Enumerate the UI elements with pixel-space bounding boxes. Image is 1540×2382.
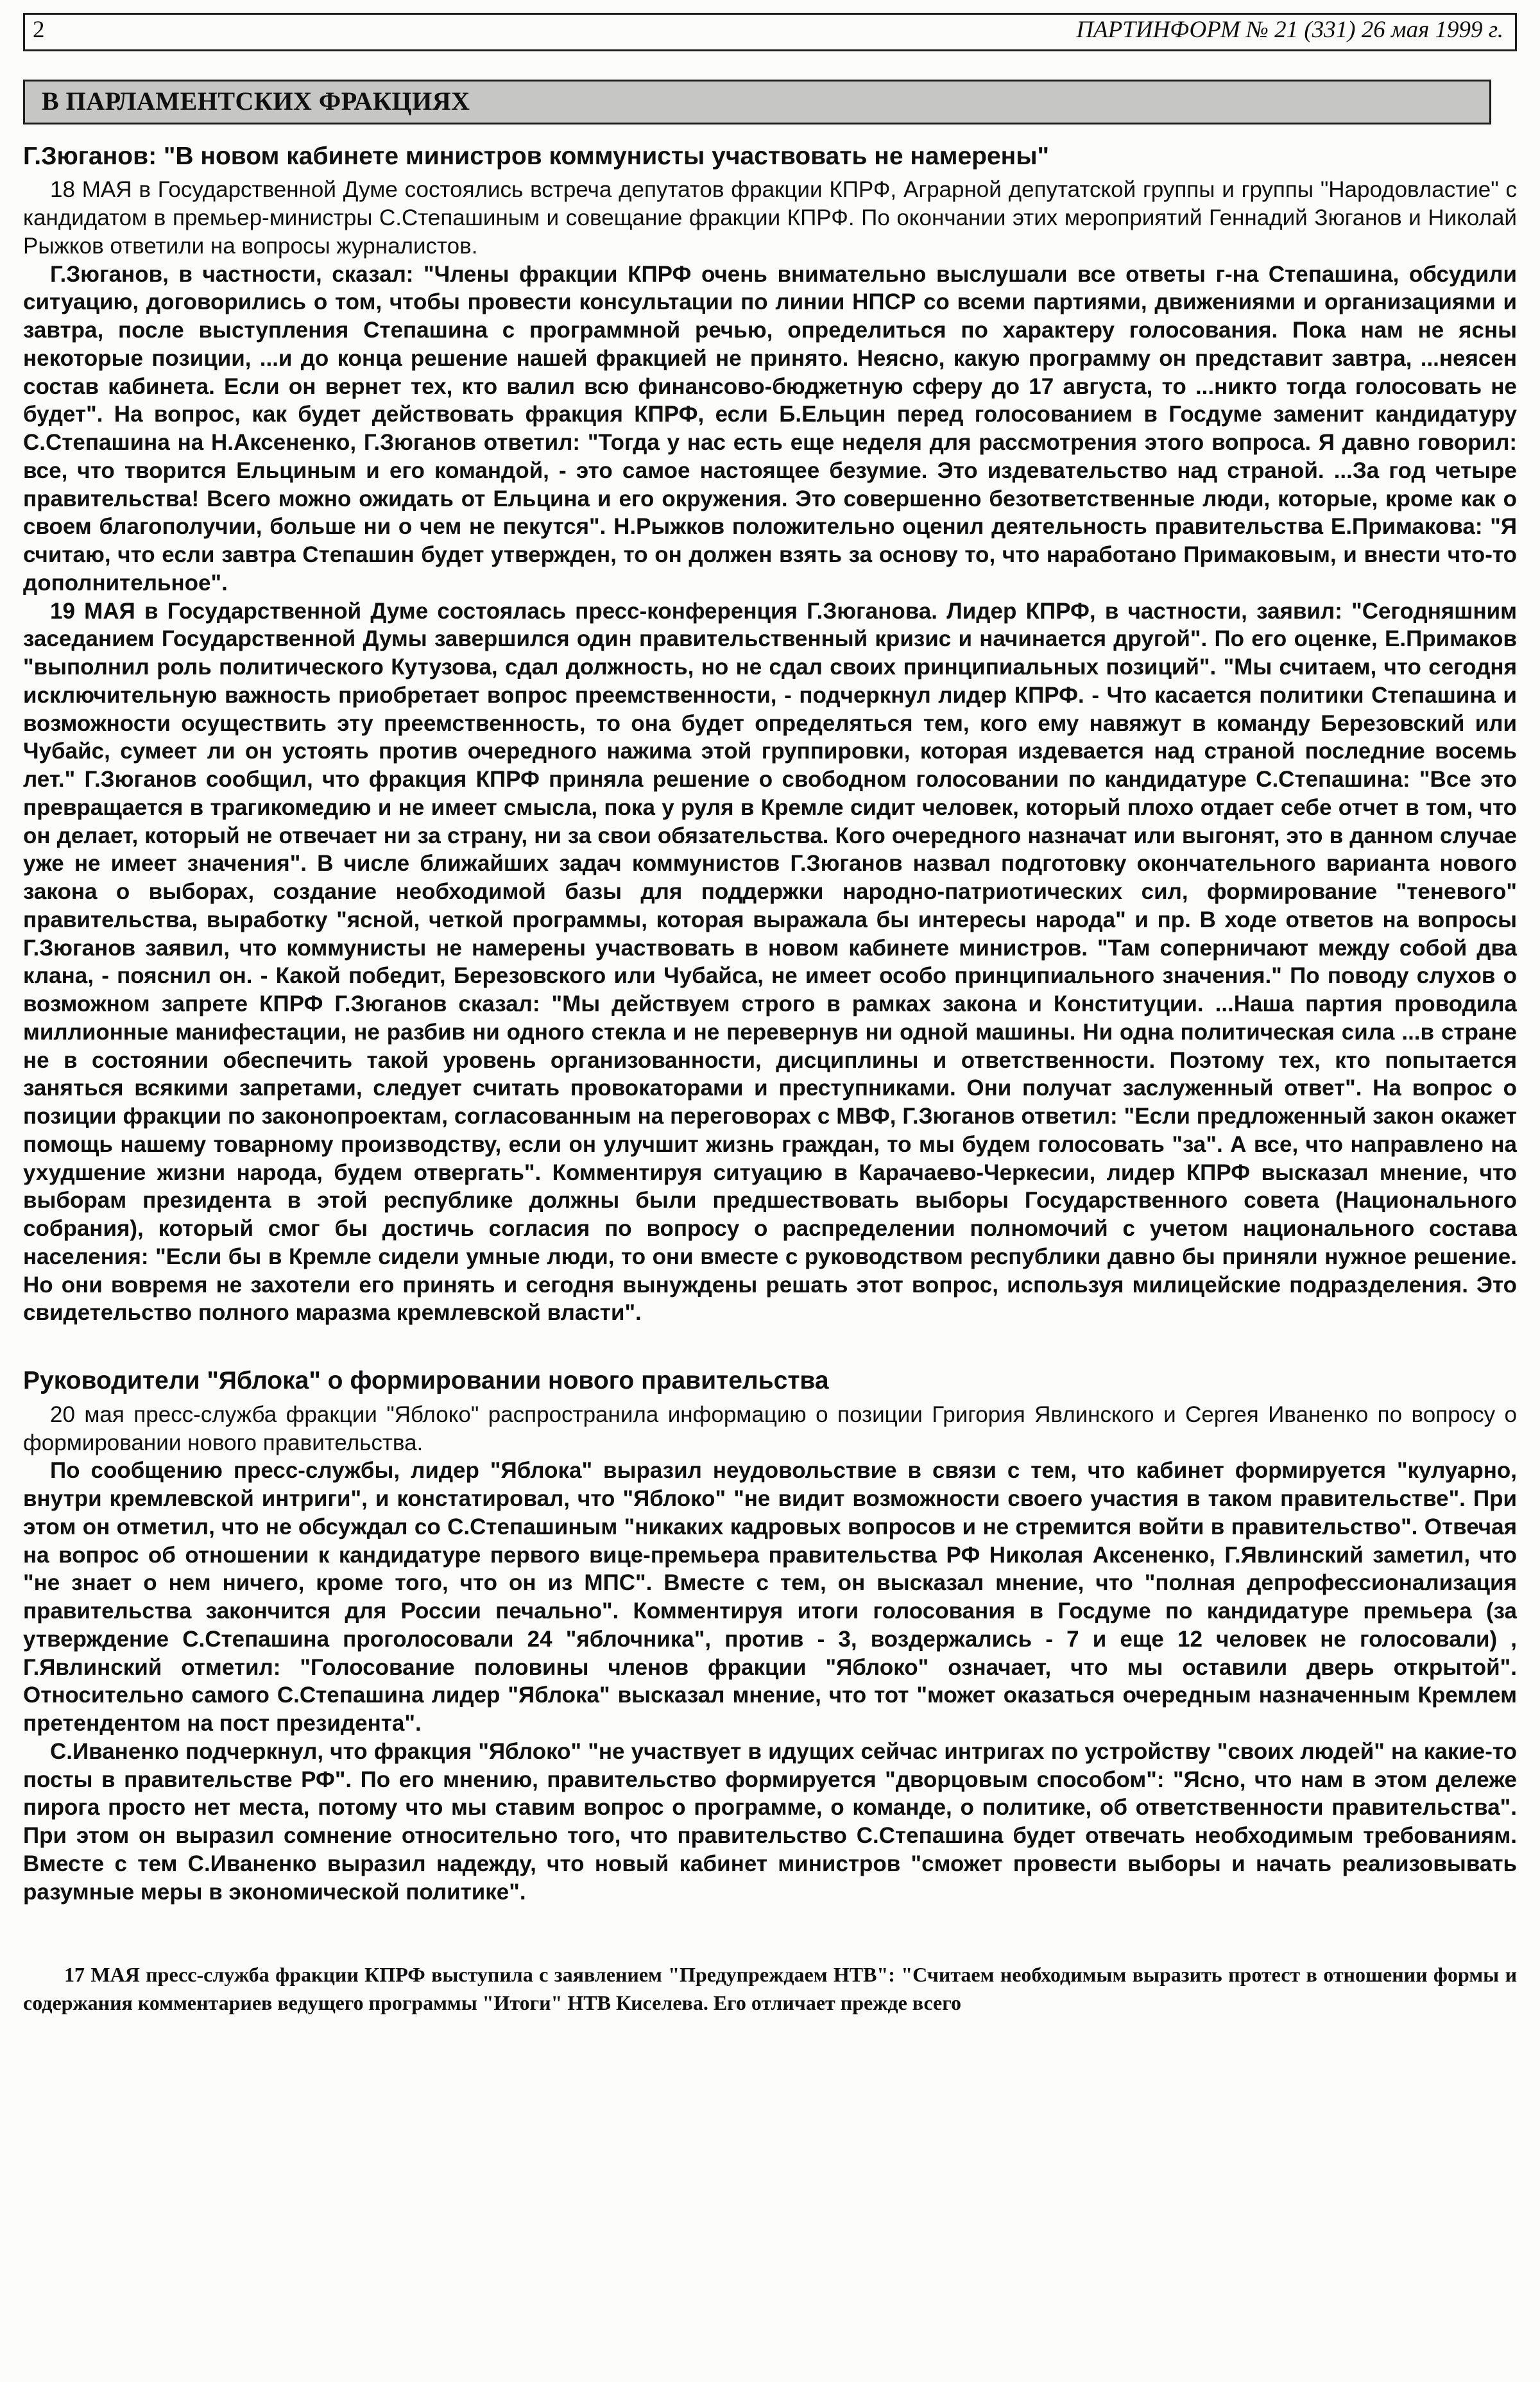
article-yabloko (23, 1367, 1517, 1906)
article-headline: Руководители "Яблока" о формировании нового правительства (23, 1367, 829, 1395)
article-paragraph: 19 МАЯ в Государственной Думе состоялась пресс-конференция Г.Зюганова. Лидер КПРФ, в частности, заявил: "Сегодняшним заседанием Государственной Думы завершился один правительственный кризис и начинается другой". По его оценке, Е.Примаков "выполнил роль политического Кутузова, сдал должность, но не сдал своих принципиальных позиций". "Мы считаем, что сегодня исключительную важность приобретает вопрос преемственности, - подчеркнул лидер КПРФ. - Что касается политики Степашина и возможности осуществить эту преемственность, то она будет определяться тем, кого ему навяжут в команду Березовский или Чубайс, сумеет ли он устоять против очередного нажима этой группировки, которая издевается над страной последние восемь лет." Г.Зюганов сообщил, что фракция КПРФ приняла решение о свободном голосовании по кандидатуре С.Степашина: "Все это превращается в трагикомедию и не имеет смысла, пока у руля в Кремле сидит человек, который плохо отдает себе отчет в том, что он делает, который не отвечает ни за страну, ни за свои обязательства. Кого очередного назначат или выгонят, это в данном случае уже не имеет значения". В числе ближайших задач коммунистов Г.Зюганов назвал подготовку окончательного варианта нового закона о выборах, создание необходимой базы для поддержки народно-патриотических сил, формирование "теневого" правительства, выработку "ясной, четкой программы, которая выражала бы интересы народа" и пр. В ходе ответов на вопросы Г.Зюганов заявил, что коммунисты не намерены участвовать в новом кабинете министров. "Там соперничают между собой два клана, - пояснил он. - Какой победит, Березовского или Чубайса, не имеет особо принципиального значения." По поводу слухов о возможном запрете КПРФ Г.Зюганов сказал: "Мы действуем строго в рамках закона и Конституции. ...Наша партия проводила миллионные манифестации, не разбив ни одного стекла и не перевернув ни одной машины. Ни одна политическая сила ...в стране не в состоянии обеспечить такой уровень организованности, дисциплины и ответственности. Поэтому тех, кто попытается заняться всякими запретами, следует считать провокаторами и преступниками. Они получат заслуженный ответ". На вопрос о позиции фракции по законопроектам, согласованным на переговорах с МВФ, Г.Зюганов ответил: "Если предложенный закон окажет помощь нашему товарному производству, если он улучшит жизнь граждан, то мы будем голосовать "за". А все, что направлено на ухудшение жизни народа, будем отвергать". Комментируя ситуацию в Карачаево-Черкесии, лидер КПРФ высказал мнение, что выборам президента в этой республике должны были предшествовать выборы Государственного совета (Национального собрания), который смог бы достичь согласия по вопросу о распределении полномочий с учетом национального состава населения: "Если бы в Кремле сидели умные люди, то они вместе с руководством республики давно бы приняли нужное решение. Но они вовремя не захотели его принять и сегодня вынуждены решать этот вопрос, используя милицейские подразделения. Это свидетельство полного маразма кремлевской власти". (23, 598, 1517, 1326)
issue-title: ПАРТИНФОРМ № 21 (331) 26 мая 1999 г. (1076, 17, 1503, 43)
article-headline: Г.Зюганов: "В новом кабинете министров коммунисты участвовать не намерены" (23, 142, 1050, 170)
article-zyuganov (23, 142, 1517, 1328)
article-lead-paragraph: 18 МАЯ в Государственной Думе состоялись встреча депутатов фракции КПРФ, Аграрной депутатской группы и группы "Народовластие" с кандидатом в премьер-министры С.Степашиным и совещание фракции КПРФ. По окончании этих мероприятий Геннадий Зюганов и Николай Рыжков ответили на вопросы журналистов. (23, 177, 1517, 259)
section-title: В ПАРЛАМЕНТСКИХ ФРАКЦИЯХ (42, 86, 470, 116)
article-paragraph: С.Иваненко подчеркнул, что фракция "Яблоко" "не участвует в идущих сейчас интригах по устройству "своих людей" на какие-то посты в правительстве РФ". По его мнению, правительство формируется "дворцовым способом": "Ясно, что нам в этом дележе пирога просто нет места, потому что мы ставим вопрос о программе, о команде, о политике, об ответственности правительства". При этом он выразил сомнение относительно того, что правительство С.Степашина будет отвечать необходимым требованиям. Вместе с тем С.Иваненко выразил надежду, что новый кабинет министров "сможет провести выборы и начать реализовывать разумные меры в экономической политике". (23, 1738, 1517, 1905)
next-item-lead-paragraph: 17 МАЯ пресс-служба фракции КПРФ выступила с заявлением "Предупреждаем НТВ": "Считаем необходимым выразить протест в отношении формы и содержания комментариев ведущего программы "Итоги" НТВ Киселева. Его отличает прежде всего (23, 1963, 1517, 2014)
article-lead-paragraph: 20 мая пресс-служба фракции "Яблоко" распространила информацию о позиции Григория Явлинского и Сергея Иваненко по вопросу о формировании нового правительства. (23, 1401, 1517, 1455)
article-paragraph: Г.Зюганов, в частности, сказал: "Члены фракции КПРФ очень внимательно выслушали все ответы г-на Степашина, обсудили ситуацию, договорились о том, чтобы провести консультации по линии НПСР со всеми партиями, движениями и организациями и завтра, после выступления Степашина с программной речью, определиться по характеру голосования. Пока нам не ясны некоторые позиции, ...и до конца решение нашей фракцией не принято. Неясно, какую программу он представит завтра, ...неясен состав кабинета. Если он вернет тех, кто валил всю финансово-бюджетную сферу до 17 августа, то ...никто тогда голосовать не будет". На вопрос, как будет действовать фракция КПРФ, если Б.Ельцин перед голосованием в Госдуме заменит кандидатуру С.Степашина на Н.Аксененко, Г.Зюганов ответил: "Тогда у нас есть еще неделя для рассмотрения этого вопроса. Я давно говорил: все, что творится Ельциным и его командой, - это самое настоящее безумие. Это издевательство над страной. ...За год четыре правительства! Всего можно ожидать от Ельцина и его окружения. Это совершенно безответственные люди, которые, кроме как о своем благополучии, больше ни о чем не пекутся". Н.Рыжков положительно оценил деятельность правительства Е.Примакова: "Я считаю, что если завтра Степашин будет утвержден, то он должен взять за основу то, что наработано Примаковым, и внести что-то дополнительное". (23, 261, 1517, 596)
page-header (23, 13, 1517, 51)
article-paragraph: По сообщению пресс-службы, лидер "Яблока" выразил неудовольствие в связи с тем, что кабинет формируется "кулуарно, внутри кремлевской интриги", и констатировал, что "Яблоко" "не видит возможности своего участия в таком правительстве". При этом он отметил, что не обсуждал со С.Степашиным "никаких кадровых вопросов и не стремится войти в правительство". Отвечая на вопрос об отношении к кандидатуре первого вице-премьера правительства РФ Николая Аксененко, Г.Явлинский заметил, что "не знает о нем ничего, кроме того, что он из МПС". Вместе с тем, он высказал мнение, что "полная депрофессионализация правительства закончится для России печально". Комментируя итоги голосования в Госдуме по кандидатуре премьера (за утверждение С.Степашина проголосовали 24 "яблочника", против - 3, воздержались - 7 и еще 12 человек не голосовали) , Г.Явлинский отметил: "Голосование половины членов фракции "Яблоко" означает, что мы оставили дверь открытой". Относительно самого С.Степашина лидер "Яблока" высказал мнение, что тот "может оказаться очередным назначенным Кремлем претендентом на пост президента". (23, 1458, 1517, 1736)
page-number: 2 (33, 17, 45, 43)
section-banner (23, 80, 1491, 124)
